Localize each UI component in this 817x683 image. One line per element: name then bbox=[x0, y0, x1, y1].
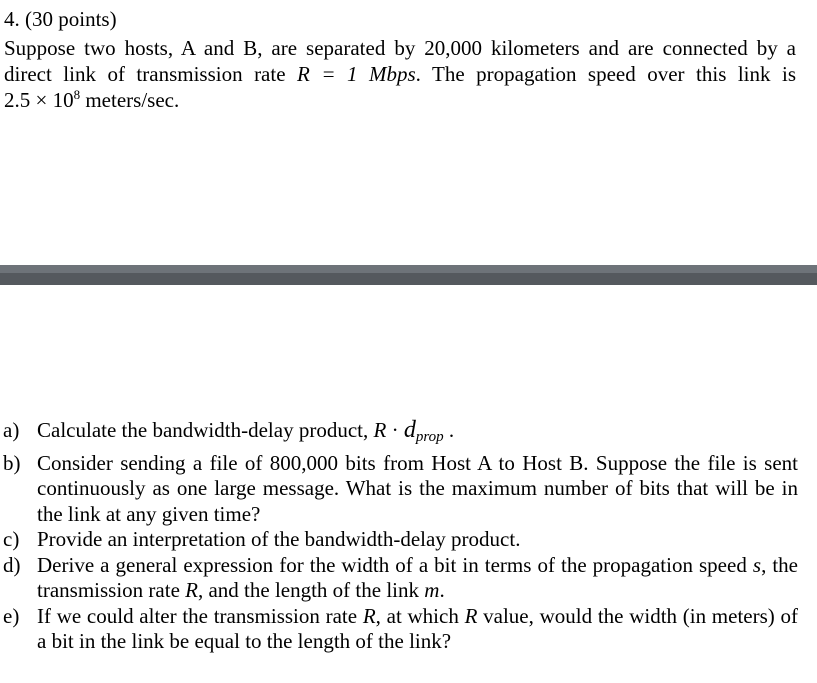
speed-exponent: 8 bbox=[73, 87, 81, 102]
speed-unit: meters/sec. bbox=[80, 88, 180, 112]
intro-text: direct link of transmission rate bbox=[4, 62, 298, 86]
question-text bbox=[37, 553, 798, 604]
math-R: R bbox=[464, 603, 478, 628]
intro-line-1: Suppose two hosts, A and B, are separated by 20,000 kilometers and are connected by a bbox=[4, 36, 796, 60]
math-d: d bbox=[403, 417, 416, 443]
question-text: Consider sending a file of 800,000 bits from Host A to Host B. Suppose the file is sent continuously as one large message. What is the maximum number of bits that will be in the link at any given time? bbox=[37, 450, 798, 526]
question-d-text: , and the length of the link bbox=[197, 578, 425, 602]
math-prop-subscript: prop bbox=[415, 429, 444, 445]
divider-highlight bbox=[0, 265, 817, 273]
question-d bbox=[3, 553, 798, 604]
math-s: s bbox=[752, 552, 762, 577]
math-dprop bbox=[404, 417, 444, 443]
problem-heading: 4. (30 points) bbox=[4, 7, 117, 31]
question-e-text: value, would the width (in meters) of a bit in the link be equal to the length of the link? bbox=[37, 603, 799, 653]
speed-value: 2.5 × 10 bbox=[4, 88, 74, 112]
question-a-text: Calculate the bandwidth-delay product, bbox=[37, 418, 374, 442]
question-d-text: , the transmission rate bbox=[37, 552, 799, 602]
question-text: Provide an interpretation of the bandwidth-delay product. bbox=[37, 527, 521, 551]
math-m: m bbox=[424, 578, 440, 602]
intro-line-3 bbox=[4, 87, 796, 113]
question-b bbox=[3, 451, 798, 528]
math-R: R bbox=[362, 603, 376, 628]
question-d-text: . bbox=[439, 578, 445, 602]
rate-expression: R = 1 Mbps bbox=[297, 62, 416, 86]
question-label: c) bbox=[3, 527, 20, 551]
intro-text: . The propagation speed over this link is bbox=[415, 62, 797, 86]
section-divider-bar bbox=[0, 265, 817, 285]
question-d-text: Derive a general expression for the width of a bit in terms of the propagation speed bbox=[37, 552, 753, 577]
question-c bbox=[3, 527, 798, 553]
question-label: a) bbox=[3, 418, 20, 442]
question-a-end: . bbox=[443, 418, 455, 442]
question-a bbox=[3, 418, 798, 451]
question-list bbox=[3, 418, 798, 655]
intro-line-2 bbox=[4, 61, 796, 87]
math-R: R bbox=[373, 418, 387, 442]
question-label: b) bbox=[3, 450, 21, 475]
question-e-text: If we could alter the transmission rate bbox=[37, 603, 363, 628]
question-e-text: , at which bbox=[375, 603, 465, 628]
question-e bbox=[3, 604, 798, 655]
problem-statement bbox=[4, 35, 796, 113]
math-dot: · bbox=[386, 418, 404, 442]
math-R: R bbox=[185, 578, 198, 602]
question-text bbox=[37, 418, 798, 451]
question-label: e) bbox=[3, 603, 20, 628]
question-text bbox=[37, 604, 798, 655]
question-label: d) bbox=[3, 552, 21, 577]
